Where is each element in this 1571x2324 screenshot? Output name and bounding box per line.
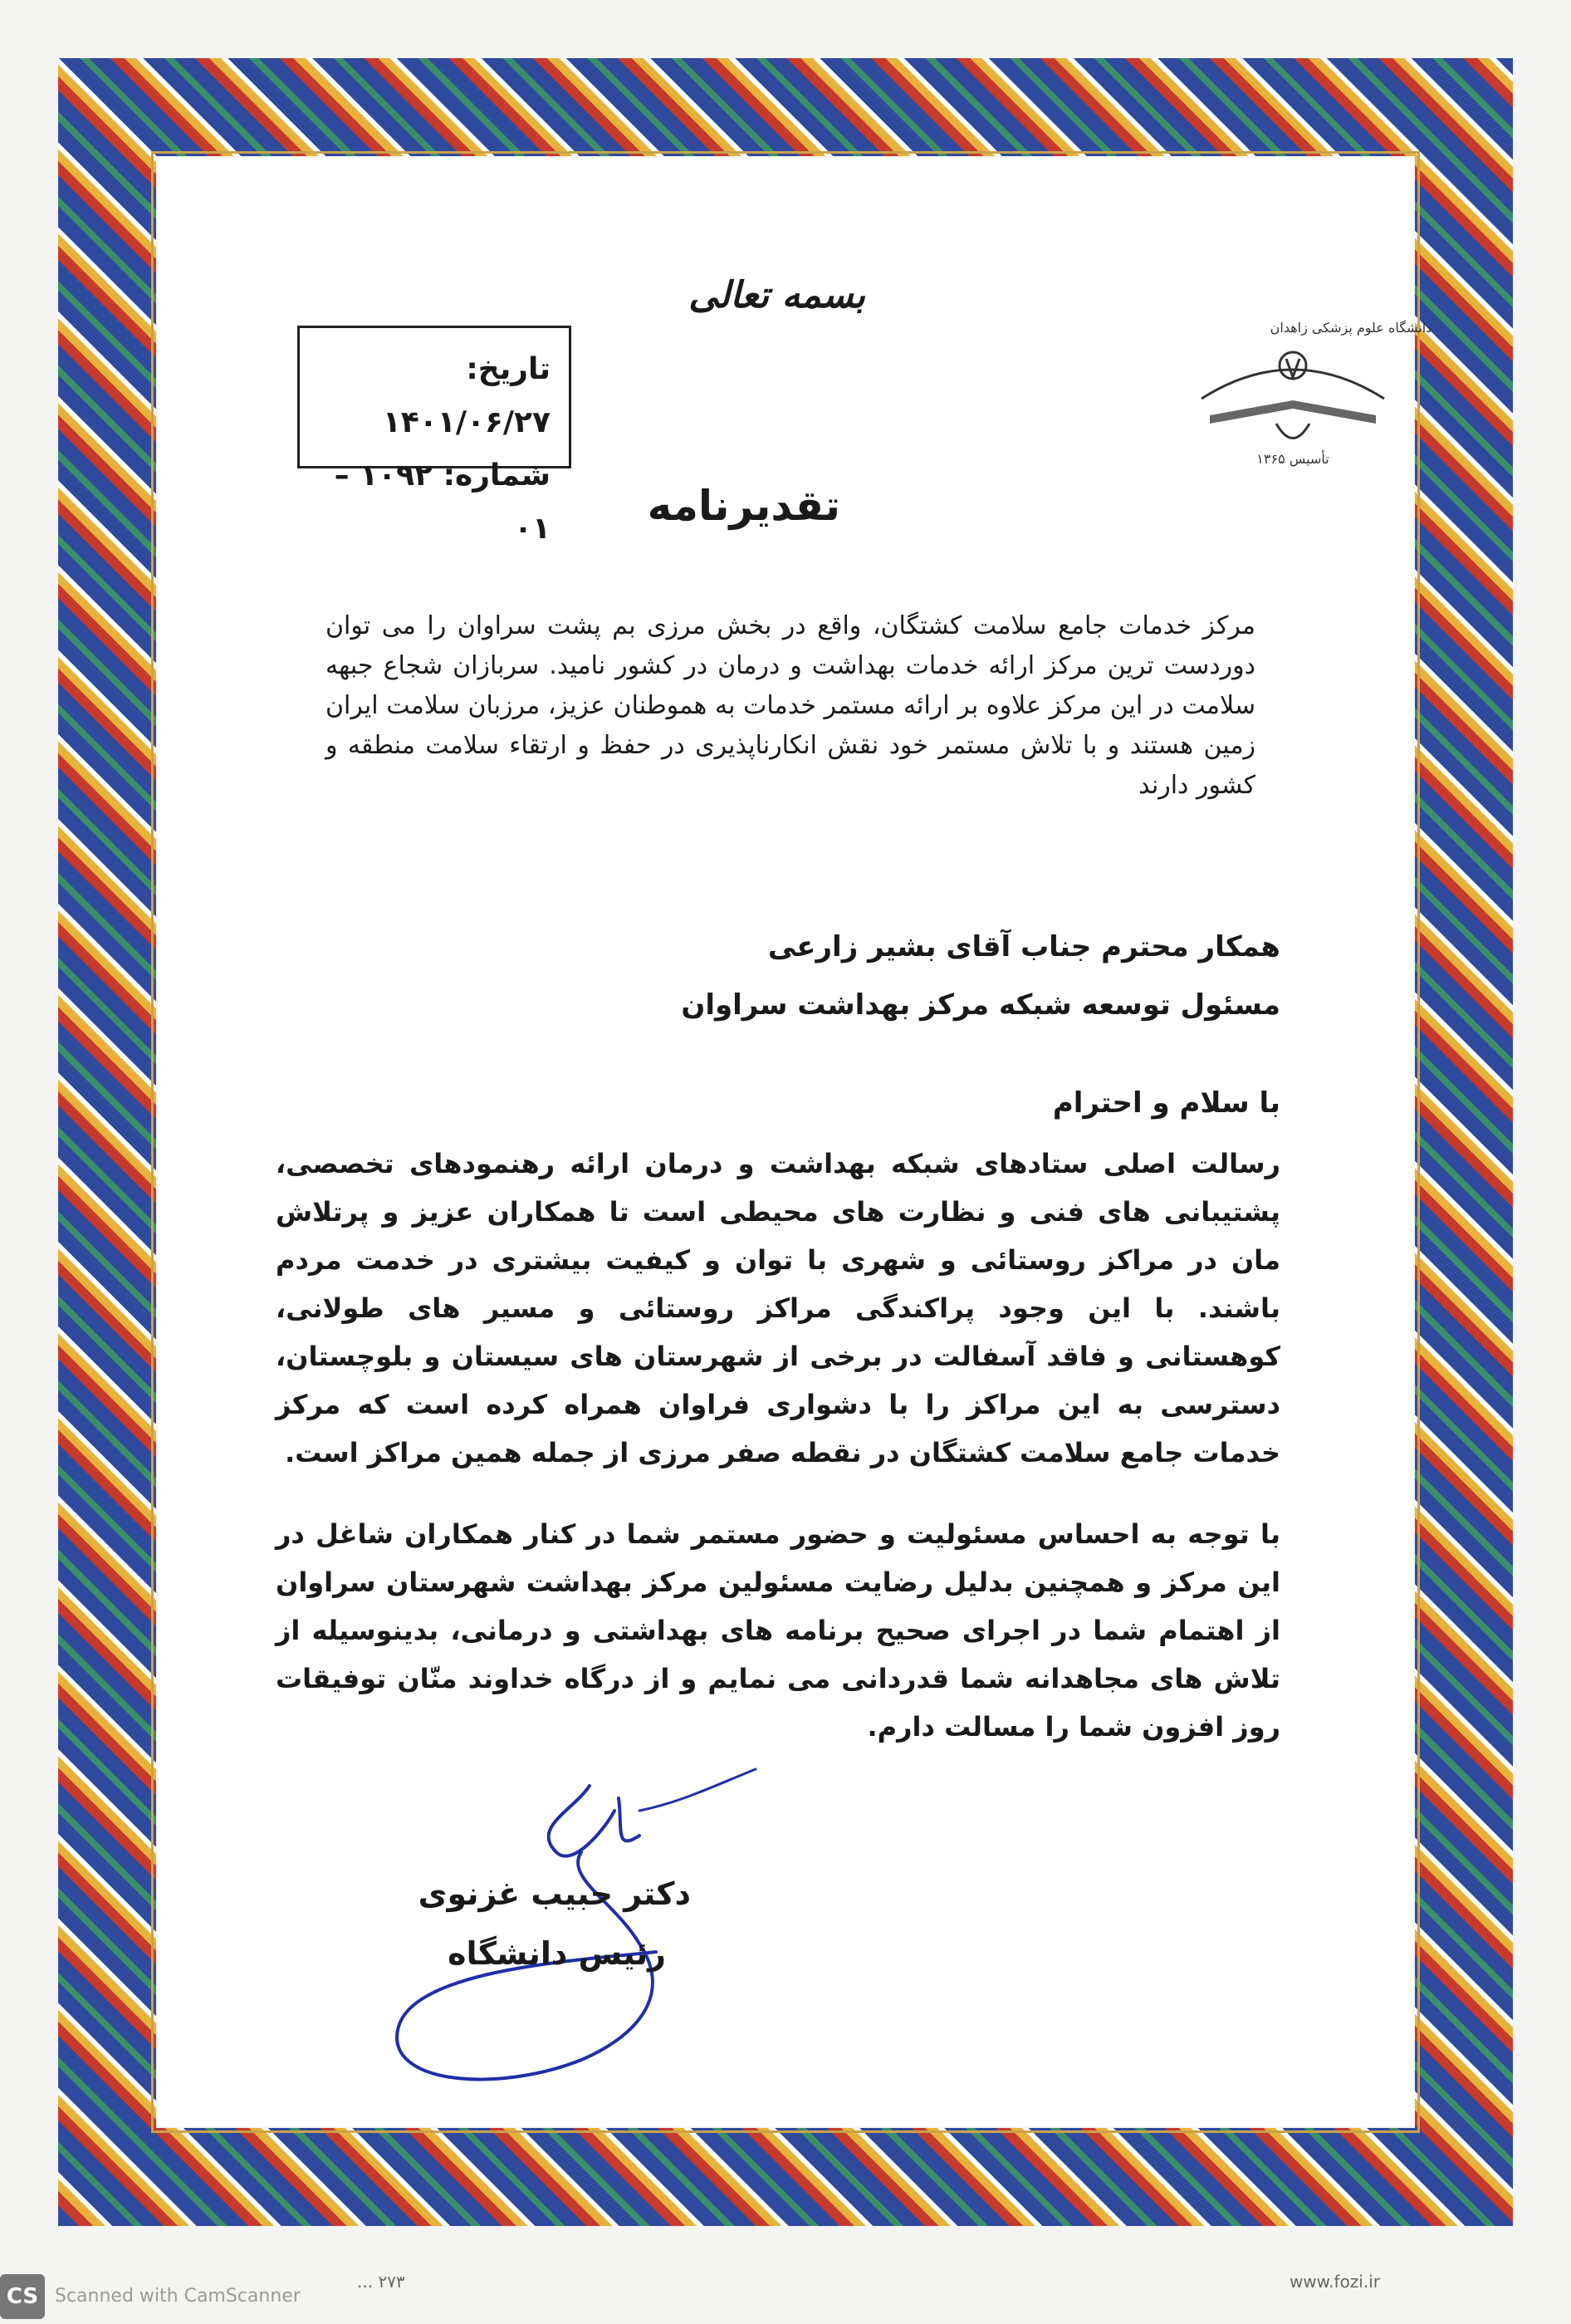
logo-year: تأسیس ۱۳۶۵	[1256, 451, 1329, 467]
number-label: شماره: ۱۰۹۲ – ۰۱	[334, 458, 551, 546]
signer-name: دکتر حبیب غزنوی	[418, 1875, 691, 1912]
greeting: با سلام و احترام	[1052, 1086, 1280, 1120]
intro-paragraph: مرکز خدمات جامع سلامت کشتگان، واقع در بخش مرزی بم پشت سراوان را می توان دوردست ترین مرکز ارائه خدمات بهداشت و درمان در کشور نامید. سربازان شجاع جبهه سلامت در این مرکز علاوه بر ارائه مستمر خدمات به هموطنان عزیز، مرزبان سلامت ایران زمین هستند و با تلاش مستمر خود نقش انکارناپذیری در حفظ و ارتقاء سلامت منطقه و کشور دارند	[325, 611, 1255, 800]
date-label: تاریخ: ۱۴۰۱/۰۶/۲۷	[382, 352, 551, 439]
camscanner-watermark: Scanned with CamScanner	[55, 2286, 301, 2307]
footer-website: www.fozi.ir	[1289, 2272, 1380, 2292]
recipient-name: همکار محترم جناب آقای بشیر زارعی	[767, 930, 1280, 963]
invocation-text: بسمه تعالی	[688, 274, 865, 316]
logo-university-name: دانشگاه علوم پزشکی زاهدان	[1270, 320, 1432, 336]
signer-title: رئیس دانشگاه	[448, 1935, 666, 1972]
date-number-box	[297, 326, 571, 546]
certificate-title: تقدیرنامه	[647, 482, 840, 530]
recipient-position: مسئول توسعه شبکه مرکز بهداشت سراوان	[681, 988, 1280, 1022]
body-paragraph-1: رسالت اصلی ستادهای شبکه بهداشت و درمان ارائه رهنمودهای تخصصی، پشتیبانی های فنی و نظارت های محیطی است تا همکاران عزیز و پرتلاش مان در مراکز روستائی و شهری با توان و کیفیت بیشتری در خدمت مردم باشند. با این وجود پراکندگی مراکز روستائی و مسیر های طولانی، کوهستانی و فاقد آسفالت در برخی از شهرستان های سیستان و بلوچستان، دسترسی به این مراکز را با دشواری فراوان همراه کرده است که مرکز خدمات جامع سلامت کشتگان در نقطه صفر مرزی از جمله همین مراکز است.	[276, 1148, 1280, 1468]
camscanner-logo-icon: CS	[0, 2274, 45, 2319]
university-logo	[1185, 307, 1432, 473]
body-paragraph-2: با توجه به احساس مسئولیت و حضور مستمر شما در کنار همکاران شاغل در این مرکز و همچنین بدلیل رضایت مسئولین مرکز بهداشت شهرستان سراوان از اهتمام شما در اجرای صحیح برنامه های بهداشتی و درمانی، بدینوسیله از تلاش های مجاهدانه شما قدردانی می نمایم و از درگاه خداوند منّان توفیقات روز افزون شما را مسالت دارم.	[276, 1518, 1280, 1743]
footer-left-text: ۲۷۳ ...	[357, 2272, 405, 2292]
